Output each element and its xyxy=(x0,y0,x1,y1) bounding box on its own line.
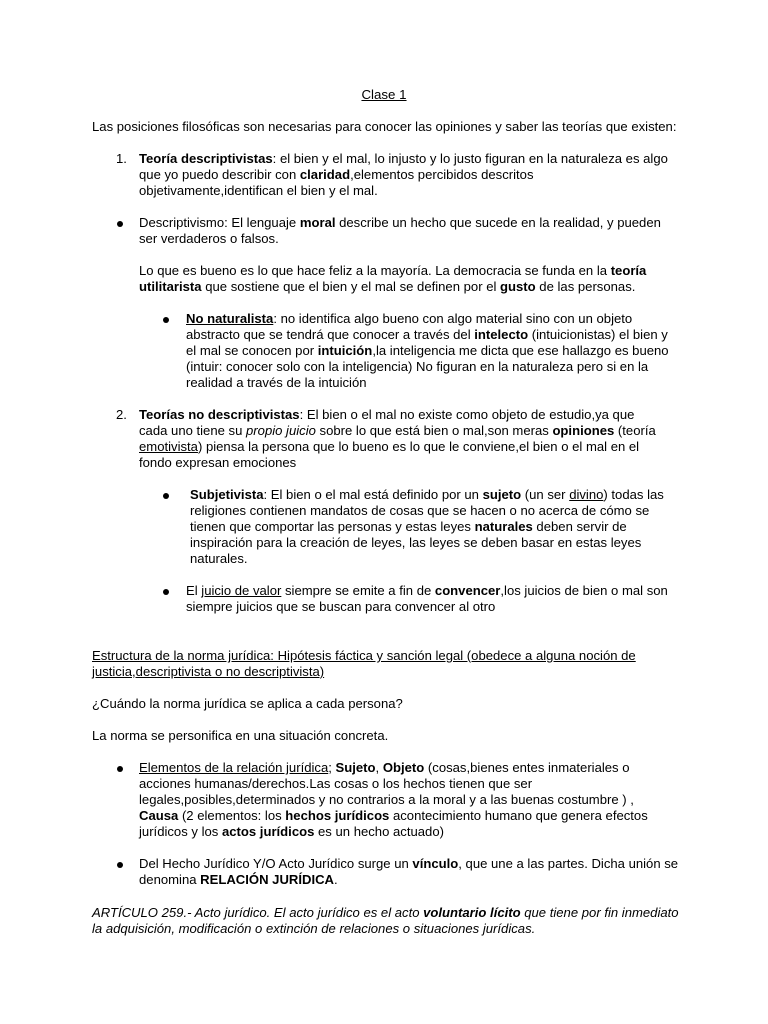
paragraph-personifica: La norma se personifica en una situación concreta. xyxy=(92,728,389,743)
bullet-icon xyxy=(163,317,169,323)
paragraph-articulo-259 xyxy=(92,905,682,937)
bold-naturales: naturales xyxy=(474,519,533,534)
bullet-vinculo xyxy=(139,856,679,888)
bold-hechos-juridicos: hechos jurídicos xyxy=(285,808,390,823)
text-span: : no identifica algo bueno con algo material sino con un objeto abstracto que se tendrá que conocer a través del xyxy=(186,311,633,342)
term-teorias-no-descriptivistas: Teorías no descriptivistas xyxy=(139,407,300,422)
text-span: ,los juicios de bien o mal son siempre juicios que se buscan para convencer al otro xyxy=(186,583,668,614)
text-span: ) piensa la persona que lo bueno es lo que le conviene,el bien o el mal en el fondo expresan emociones xyxy=(139,439,640,470)
bullet-icon xyxy=(117,766,123,772)
text-span: ) todas las religiones contienen mandatos de cosas que se hacen o no acerca de cómo se tienen que comportar las personas y estas leyes xyxy=(190,487,664,534)
page-title: Clase 1 xyxy=(361,87,407,102)
bullet-subjetivista xyxy=(190,487,672,567)
text-span: El xyxy=(186,583,202,598)
list-number-1: 1. xyxy=(116,151,127,166)
bold-moral: moral xyxy=(299,215,336,230)
text-span: (intuicionistas) el bien y el mal se conocen por xyxy=(186,327,668,358)
text-span: (teoría xyxy=(614,423,656,438)
italic-propio-juicio: propio juicio xyxy=(246,423,316,438)
text-span: : El bien o el mal no existe como objeto de estudio,ya que cada uno tiene su xyxy=(139,407,635,438)
term-subjetivista: Subjetivista xyxy=(190,487,264,502)
text-span: , que une a las partes. Dicha unión se denomina xyxy=(139,856,679,887)
text-span: (un ser xyxy=(521,487,570,502)
text-span: acontecimiento humano que genera efectos jurídicos y los xyxy=(139,808,648,839)
text-span: (cosas,bienes entes inmateriales o acciones humanas/derechos.Las cosas o los hechos tienen que ser legales,posibles,determinados y no contrarios a la moral y a las buenas costumbre ) , xyxy=(139,760,634,807)
text-span: : el bien y el mal, lo injusto y lo justo figuran en la naturaleza es algo que yo puedo describir con xyxy=(139,151,668,182)
bold-opiniones: opiniones xyxy=(552,423,615,438)
bold-intelecto: intelecto xyxy=(474,327,529,342)
list-number-2: 2. xyxy=(116,407,127,422)
text-span: : El bien o el mal está definido por un xyxy=(263,487,483,502)
bold-gusto: gusto xyxy=(500,279,536,294)
text-span: , xyxy=(375,760,383,775)
text-span: Descriptivismo: El lenguaje xyxy=(139,215,300,230)
heading-estructura-norma: Estructura de la norma jurídica: Hipótesis fáctica y sanción legal (obedece a alguna noción de justicia,descriptivista o no descriptivista) xyxy=(92,648,636,679)
intro-paragraph: Las posiciones filosóficas son necesarias para conocer las opiniones y saber las teorías que existen: xyxy=(92,119,677,134)
bold-teoria-utilitarista: teoría utilitarista xyxy=(139,263,647,294)
underlined-juicio-de-valor: juicio de valor xyxy=(201,583,282,598)
bullet-no-naturalista xyxy=(186,311,681,391)
item-teorias-no-descriptivistas xyxy=(139,407,664,471)
text-span: describe un hecho que sucede en la realidad, y pueden ser verdaderos o falsos. xyxy=(139,215,661,246)
bold-sujeto: Sujeto xyxy=(335,760,376,775)
bullet-juicio-de-valor xyxy=(186,583,678,615)
bullet-icon xyxy=(163,493,169,499)
term-teoria-descriptivistas: Teoría descriptivistas xyxy=(139,151,273,166)
text-span: que tiene por fin inmediato la adquisición, modificación o extinción de relaciones o situaciones jurídicas. xyxy=(92,905,679,936)
term-no-naturalista: No naturalista xyxy=(186,311,274,326)
underlined-elementos: Elementos de la relación jurídica xyxy=(139,760,329,775)
bullet-icon xyxy=(117,221,123,227)
text-span: siempre se emite a fin de xyxy=(281,583,435,598)
text-span: ARTÍCULO 259.- Acto jurídico. El acto jurídico es el acto xyxy=(92,905,424,920)
bullet-icon xyxy=(163,589,169,595)
underlined-divino: divino xyxy=(569,487,604,502)
text-span: ,la inteligencia me dicta que ese hallazgo es bueno (intuir: conocer solo con la inteligencia) No figuran en la naturaleza pero si en la realidad a través de la intuición xyxy=(186,343,669,390)
paragraph-utilitarista xyxy=(139,263,659,295)
bold-voluntario-licito: voluntario lícito xyxy=(423,905,521,920)
underlined-emotivista: emotivista xyxy=(139,439,198,454)
bold-objeto: Objeto xyxy=(382,760,425,775)
bold-actos-juridicos: actos jurídicos xyxy=(221,824,315,839)
bullet-elementos-relacion xyxy=(139,760,674,840)
text-span: ,elementos percibidos descritos objetivamente,identifican el bien y el mal. xyxy=(139,167,534,198)
bold-sujeto: sujeto xyxy=(482,487,522,502)
text-span: (2 elementos: los xyxy=(178,808,286,823)
item-teoria-descriptivistas xyxy=(139,151,677,199)
bold-claridad: claridad xyxy=(299,167,351,182)
text-span: Del Hecho Jurídico Y/O Acto Jurídico surge un xyxy=(139,856,413,871)
text-span: Lo que es bueno es lo que hace feliz a la mayoría. La democracia se funda en la xyxy=(139,263,611,278)
bold-intuicion: intuición xyxy=(317,343,373,358)
bold-relacion-juridica: RELACIÓN JURÍDICA xyxy=(200,872,335,887)
paragraph-pregunta: ¿Cuándo la norma jurídica se aplica a cada persona? xyxy=(92,696,403,711)
text-span: ; xyxy=(328,760,336,775)
bullet-icon xyxy=(117,862,123,868)
text-span: deben servir de inspiración para la creación de leyes, las leyes se deben basar en estas leyes naturales. xyxy=(190,519,642,566)
bullet-descriptivismo xyxy=(139,215,679,247)
text-span: sobre lo que está bien o mal,son meras xyxy=(315,423,553,438)
bold-vinculo: vínculo xyxy=(412,856,459,871)
bold-convencer: convencer xyxy=(434,583,501,598)
bold-causa: Causa xyxy=(139,808,179,823)
text-span: es un hecho actuado) xyxy=(314,824,444,839)
text-span: . xyxy=(334,872,338,887)
text-span: que sostiene que el bien y el mal se definen por el xyxy=(201,279,501,294)
text-span: de las personas. xyxy=(535,279,636,294)
